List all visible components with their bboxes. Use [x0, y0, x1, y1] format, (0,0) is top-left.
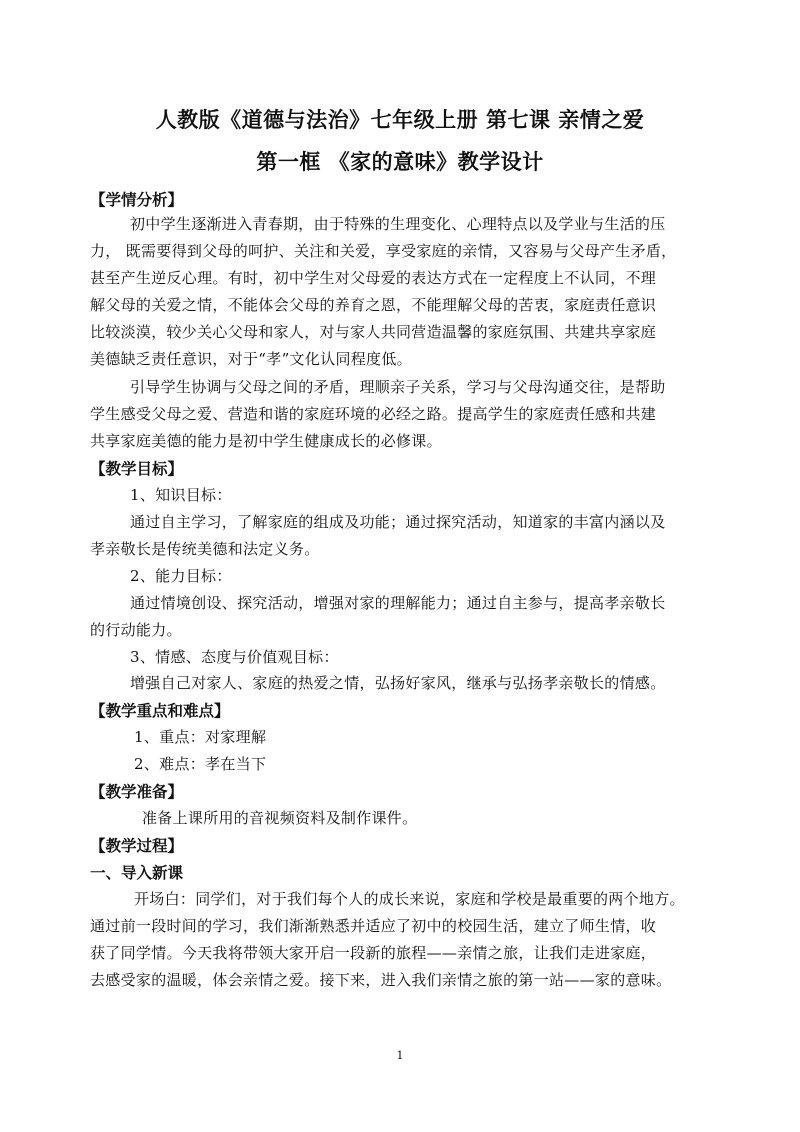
paragraph-line: 力， 既需要得到父母的呵护、关注和关爱，享受家庭的亲情，又容易与父母产生矛盾， — [90, 242, 677, 260]
keypoint-item: 1、重点：对家理解 — [134, 728, 267, 746]
paragraph-line: 获了同学情。今天我将带领大家开启一段新的旅程——亲情之旅，让我们走进家庭， — [90, 944, 657, 962]
objective-label: 1、知识目标： — [130, 486, 232, 504]
section-heading-keypoints: 【教学重点和难点】 — [90, 702, 230, 720]
paragraph-line: 增强自己对家人、家庭的热爱之情，弘扬好家风，继承与弘扬孝亲敬长的情感。 — [130, 674, 666, 692]
paragraph-line: 孝亲敬长是传统美德和法定义务。 — [90, 540, 320, 558]
paragraph-line: 美德缺乏责任意识，对于“孝”文化认同程度低。 — [90, 350, 412, 368]
section-heading-preparation: 【教学准备】 — [90, 783, 184, 801]
subsection-heading-intro: 一、导入新课 — [90, 864, 184, 882]
document-title: 人教版《道德与法治》七年级上册 第七课 亲情之爱 — [155, 108, 645, 132]
paragraph-line: 开场白：同学们，对于我们每个人的成长来说，家庭和学校是最重要的两个地方。 — [134, 890, 685, 908]
page-number: 1 — [396, 1049, 404, 1062]
paragraph-line: 解父母的关爱之情，不能体会父母的养育之恩，不能理解父母的苦衷，家庭责任意识 — [90, 296, 657, 314]
document-subtitle: 第一框 《家的意味》教学设计 — [256, 150, 544, 174]
paragraph-line: 引导学生协调与父母之间的矛盾，理顺亲子关系，学习与父母沟通交往，是帮助 — [130, 378, 666, 396]
objective-label: 3、情感、态度与价值观目标： — [130, 648, 339, 666]
paragraph-line: 共享家庭美德的能力是初中学生健康成长的必修课。 — [90, 432, 442, 450]
section-heading-objectives: 【教学目标】 — [90, 460, 184, 478]
paragraph-line: 通过情境创设、探究活动，增强对家的理解能力；通过自主参与，提高孝亲敬长 — [130, 594, 666, 612]
paragraph-line: 甚至产生逆反心理。有时，初中学生对父母爱的表达方式在一定程度上不认同，不理 — [90, 269, 657, 287]
paragraph-line: 通过自主学习，了解家庭的组成及功能；通过探究活动，知道家的丰富内涵以及 — [130, 513, 666, 531]
paragraph-line: 初中学生逐渐进入青春期，由于特殊的生理变化、心理特点以及学业与生活的压 — [130, 215, 666, 233]
section-heading-process: 【教学过程】 — [90, 837, 184, 855]
paragraph-line: 比较淡漠，较少关心父母和家人，对与家人共同营造温馨的家庭氛围、共建共享家庭 — [90, 323, 657, 341]
paragraph-line: 学生感受父母之爱、营造和谐的家庭环境的必经之路。提高学生的家庭责任感和共建 — [90, 405, 657, 423]
paragraph-line: 通过前一段时间的学习，我们渐渐熟悉并适应了初中的校园生活，建立了师生情，收 — [90, 917, 657, 935]
objective-label: 2、能力目标： — [130, 567, 232, 585]
keypoint-item: 2、难点：孝在当下 — [134, 755, 267, 773]
paragraph-line: 的行动能力。 — [90, 621, 182, 639]
section-heading-analysis: 【学情分析】 — [90, 191, 184, 209]
paragraph-line: 去感受家的温暖，体会亲情之爱。接下来，进入我们亲情之旅的第一站——家的意味。 — [90, 971, 672, 989]
paragraph-line: 准备上课所用的音视频资料及制作课件。 — [142, 809, 418, 827]
